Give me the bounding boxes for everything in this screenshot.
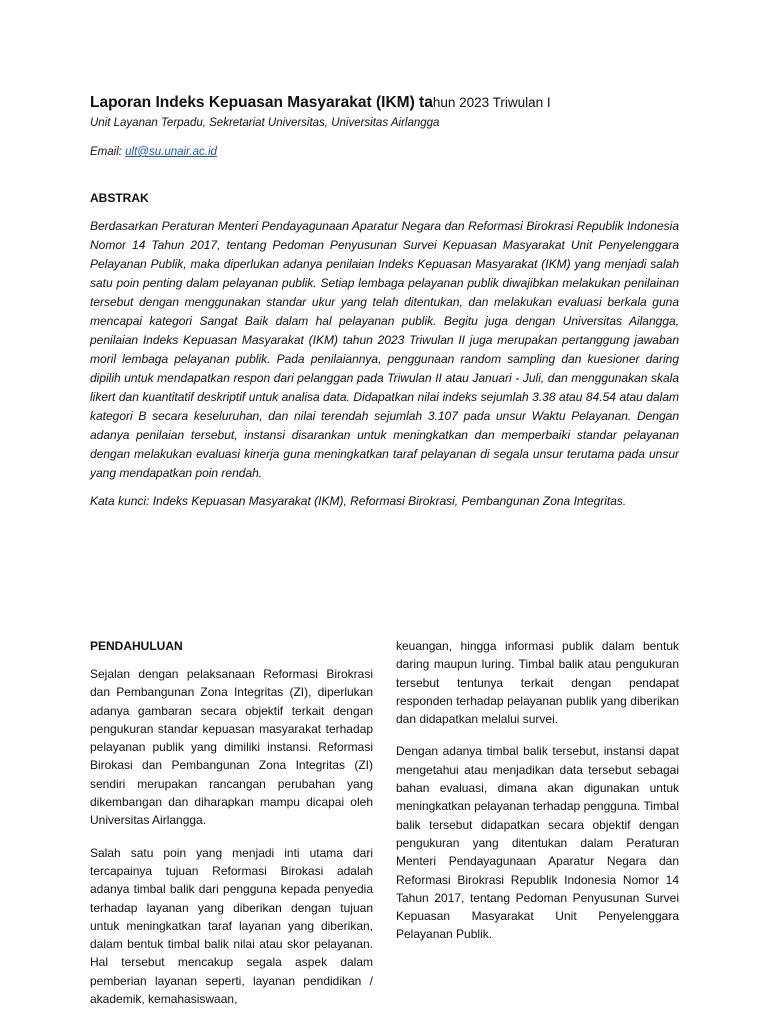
- abstract-heading: ABSTRAK: [90, 191, 149, 205]
- email-label: Email:: [90, 146, 126, 158]
- left-column: [90, 637, 373, 1008]
- intro-paragraph: keuangan, hingga informasi publik dalam bentuk daring maupun luring. Timbal balik atau pengukuran tersebut tentunya terkait dengan pendapat responden terhadap pelayanan publik yang diberikan dan didapatkan melalui survei.: [396, 639, 679, 727]
- intro-paragraph: Salah satu poin yang menjadi inti utama dari tercapainya tujuan Reformasi Birokasi adalah adanya timbal balik dari pengguna kepada penyedia terhadap layanan yang diberikan dengan tujuan untuk meningkatkan taraf layanan yang diberikan, dalam bentuk timbal balik nilai atau skor pelayanan. Hal tersebut mencakup segala aspek dalam pemberian layanan seperti, layanan pendidikan / akademik, kemahasiswaan,: [90, 845, 373, 1007]
- abstract-body: Berdasarkan Peraturan Menteri Pendayagunaan Aparatur Negara dan Reformasi Birokrasi Republik Indonesia Nomor 14 Tahun 2017, tentang Pedoman Penyusunan Survei Kepuasan Masyarakat Unit Penyelenggara Pelayanan Publik, maka diperlukan adanya penilaian Indeks Kepuasan Masyarakat (IKM) yang menjadi salah satu poin penting dalam pelayanan publik. Setiap lembaga pelayanan publik diwajibkan melakukan penilainan tersebut dengan menggunakan standar ukur yang telah ditentukan, dan melakukan evaluasi berkala guna mencapai kategori Sangat Baik dalam hal pelayanan publik. Begitu juga dengan Universitas Ailangga, penilaian Indeks Kepuasan Masyarakat (IKM) tahun 2023 Triwulan II juga merupakan pertanggung jawaban moril lembaga pelayanan publik. Pada penilaiannya, penggunaan random sampling dan kuesioner daring dipilih untuk mendapatkan respon dari pelanggan pada Triwulan II atau Januari - Juli, dan menggunakan skala likert dan kuantitatif deskriptif untuk analisa data. Didapatkan nilai indeks sejumlah 3.38 atau 84.54 atau dalam kategori B secara keseluruhan, dan nilai terendah sejumlah 3.107 pada unsur Waktu Pelayanan. Dengan adanya penilaian tersebut, instansi disarankan untuk meningkatkan dan memperbaiki standar pelayanan dengan melakukan evaluasi kinerja guna meningkatkan taraf pelayanan di segala unsur terutama pada unsur yang mendapatkan poin rendah.: [90, 219, 679, 480]
- right-column: [396, 637, 679, 944]
- intro-heading: PENDAHULUAN: [90, 639, 183, 653]
- keywords: Kata kunci: Indeks Kepuasan Masyarakat (IKM), Reformasi Birokrasi, Pembangunan Zona Integritas.: [90, 494, 627, 508]
- intro-paragraph: Sejalan dengan pelaksanaan Reformasi Birokrasi dan Pembangunan Zona Integritas (ZI), diperlukan adanya gambaran secara objektif terkait dengan pengukuran standar kepuasan masyarakat terhadap pelayanan publik yang dimiliki instansi. Reformasi Birokasi dan Pembangunan Zona Integritas (ZI) sendiri merupakan rancangan perubahan yang dikembangan dan diharapkan mampu dicapai oleh Universitas Airlangga.: [90, 667, 373, 828]
- title-bold-part: Laporan Indeks Kepuasan Masyarakat (IKM) ta: [90, 94, 433, 111]
- intro-paragraph: Dengan adanya timbal balik tersebut, instansi dapat mengetahui atau menjadikan data tersebut sebagai bahan evaluasi, dimana akan digunakan untuk meningkatkan pelayanan terhadap pengguna. Timbal balik tersebut didapatkan secara objektif dengan pengukuran yang ditentukan dalam Peraturan Menteri Pendayagunaan Aparatur Negara dan Reformasi Birokrasi Republik Indonesia Nomor 14 Tahun 2017, tentang Pedoman Penyusunan Survei Kepuasan Masyarakat Unit Penyelenggara Pelayanan Publik.: [396, 744, 679, 942]
- document-title: [90, 93, 679, 113]
- email-link[interactable]: ult@su.unair.ac.id: [125, 146, 217, 158]
- affiliation: Unit Layanan Terpadu, Sekretariat Universitas, Universitas Airlangga: [90, 117, 440, 129]
- document-page: [90, 93, 679, 1007]
- two-column-body: [90, 637, 679, 1027]
- title-light-part: hun 2023 Triwulan I: [432, 95, 551, 110]
- email-line: [90, 144, 679, 161]
